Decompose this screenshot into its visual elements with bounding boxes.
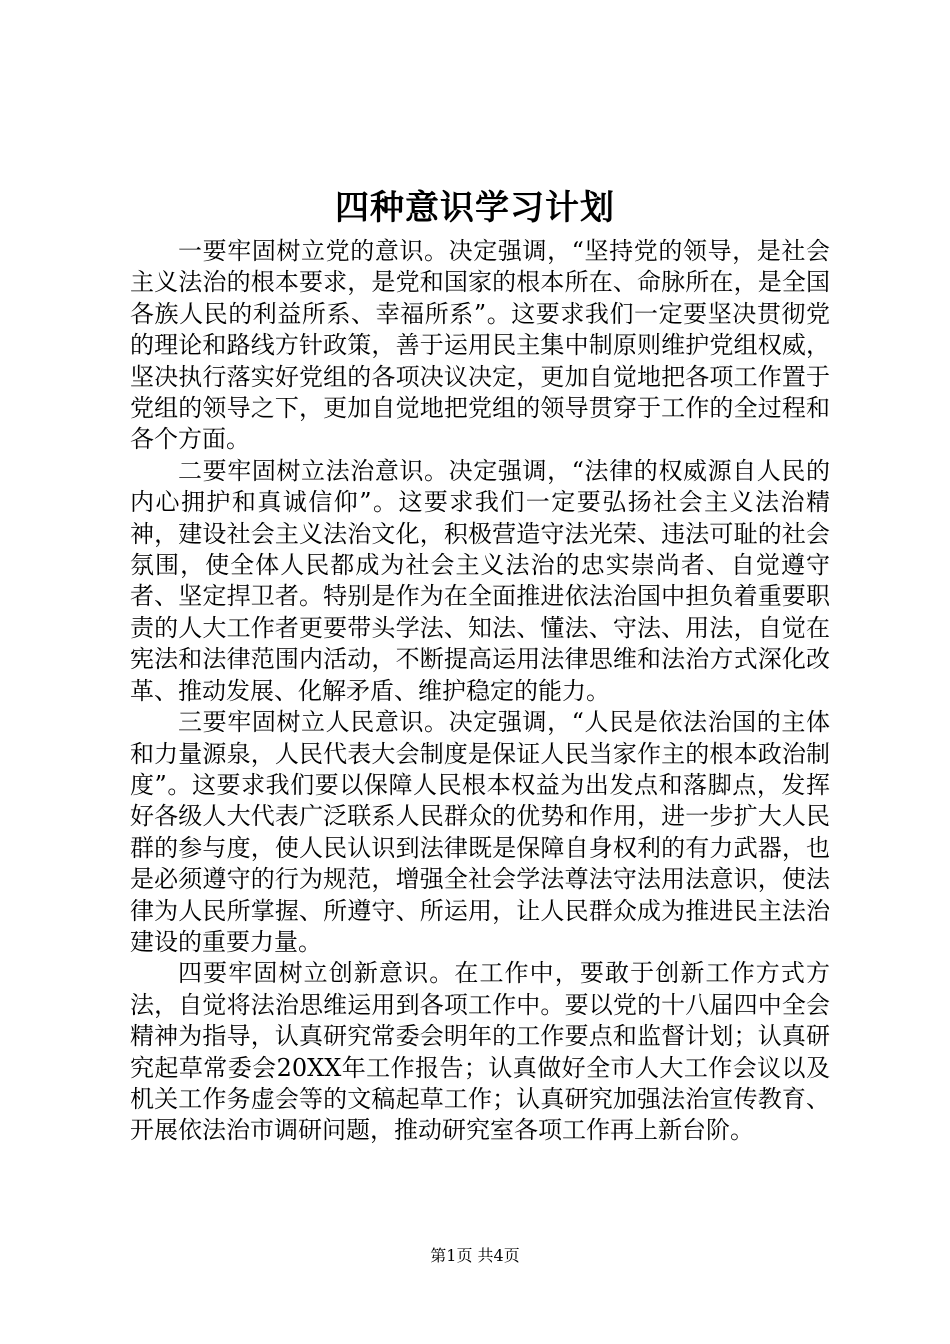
paragraph-innovation-awareness: 四要牢固树立创新意识。在工作中，要敢于创新工作方式方法，自觉将法治思维运用到各项工作中。要以党的十八届四中全会精神为指导，认真研究常委会明年的工作要点和监督计划；认真研究起草常委会20XX年工作报告；认真做好全市人大工作会议以及机关工作务虚会等的文稿起草工作；认真研究加强法治宣传教育、开展依法治市调研问题，推动研究室各项工作再上新台阶。 <box>130 959 830 1145</box>
document-body <box>130 236 830 1147</box>
page-number-footer: 第1页 共4页 <box>430 1246 520 1265</box>
document-title: 四种意识学习计划 <box>335 188 615 228</box>
paragraph-rule-of-law-awareness: 二要牢固树立法治意识。决定强调，“法律的权威源自人民的内心拥护和真诚信仰”。这要求我们一定要弘扬社会主义法治精神，建设社会主义法治文化，积极营造守法光荣、违法可耻的社会氛围，使全体人民都成为社会主义法治的忠实崇尚者、自觉遵守者、坚定捍卫者。特别是作为在全面推进依法治国中担负着重要职责的人大工作者更要带头学法、知法、懂法、守法、用法，自觉在宪法和法律范围内活动，不断提高运用法律思维和法治方式深化改革、推动发展、化解矛盾、维护稳定的能力。 <box>130 456 830 705</box>
paragraph-party-awareness: 一要牢固树立党的意识。决定强调，“坚持党的领导，是社会主义法治的根本要求，是党和国家的根本所在、命脉所在，是全国各族人民的利益所系、幸福所系”。这要求我们一定要坚决贯彻党的理论和路线方针政策，善于运用民主集中制原则维护党组权威，坚决执行落实好党组的各项决议决定，更加自觉地把各项工作置于党组的领导之下，更加自觉地把党组的领导贯穿于工作的全过程和各个方面。 <box>130 237 830 454</box>
paragraph-people-awareness: 三要牢固树立人民意识。决定强调，“人民是依法治国的主体和力量源泉，人民代表大会制度是保证人民当家作主的根本政治制度”。这要求我们要以保障人民根本权益为出发点和落脚点，发挥好各级人大代表广泛联系人民群众的优势和作用，进一步扩大人民群的参与度，使人民认识到法律既是保障自身权利的有力武器，也是必须遵守的行为规范，增强全社会学法尊法守法用法意识，使法律为人民所掌握、所遵守、所运用，让人民群众成为推进民主法治建设的重要力量。 <box>130 708 830 956</box>
